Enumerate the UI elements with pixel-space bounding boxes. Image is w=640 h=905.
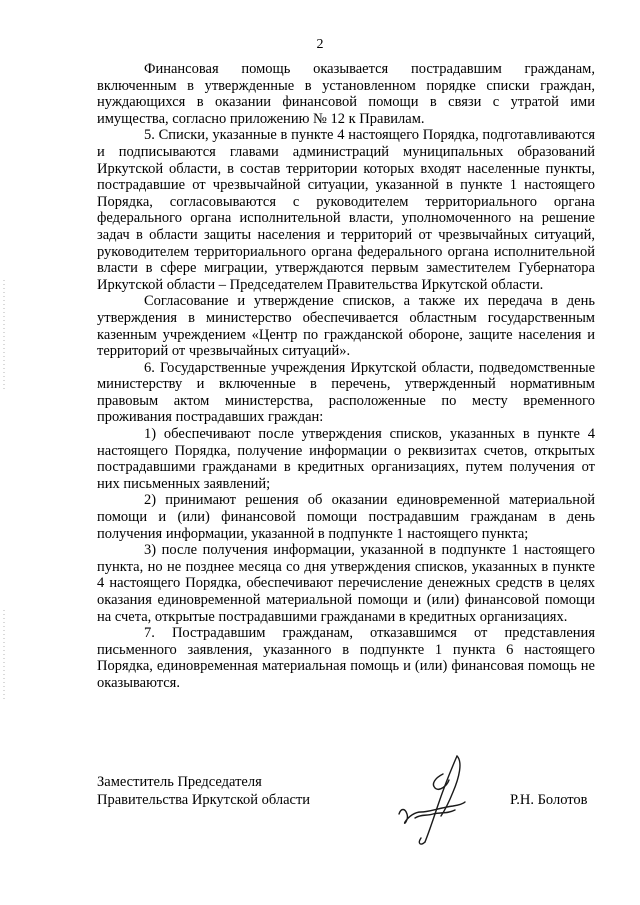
paragraph-item-7: 7. Пострадавшим гражданам, отказавшимся от представления письменного заявления, указанного в подпункте 1 пункта 6 настоящего Порядка, единовременная материальная помощь и (или) финансовая помощь не оказываются. — [97, 625, 595, 691]
paragraph-subitem-2: 2) принимают решения об оказании единовременной материальной помощи и (или) финансовой помощи пострадавшим гражданам в день получения информации, указанной в подпункте 1 настоящего пункта; — [97, 492, 595, 542]
page-number: 2 — [316, 37, 324, 52]
signatory-title — [97, 773, 310, 809]
signatory-title-line-2: Правительства Иркутской области — [97, 792, 311, 808]
paragraph-item-6: 6. Государственные учреждения Иркутской области, подведомственные министерству и включенные в перечень, утвержденный нормативным правовым актом министерства, расположенные по месту временного проживания пострадавших граждан: — [97, 359, 595, 426]
document-body — [97, 61, 595, 692]
signatory-title-line-1: Заместитель Председателя — [97, 774, 262, 790]
paragraph-item-5: 5. Списки, указанные в пункте 4 настоящего Порядка, подготавливаются и подписываются главами администраций муниципальных образований Иркутской области, в состав территории которых входят населенные пункты, пострадавшие от чрезвычайной ситуации, указанной в пункте 1 настоящего Порядка, согласовываются с руководителем территориального органа федерального органа исполнительной власти, уполномоченного на решение задач в области защиты населения и территорий от чрезвычайных ситуаций, руководителем территориального органа федерального органа исполнительной власти в сфере миграции, утверждаются первым заместителем Губернатора Иркутской области – Председателем Правительства Иркутской области. — [97, 127, 595, 293]
margin-dots — [2, 280, 6, 700]
handwritten-signature — [395, 752, 485, 848]
paragraph-subitem-3: 3) после получения информации, указанной в подпункте 1 настоящего пункта, но не позднее месяца со дня утверждения списков, указанных в пункте 4 настоящего Порядка, обеспечивают перечисление денежных средств в целях оказания единовременной материальной помощи и (или) финансовой помощи на счета, открытые пострадавшими гражданами в кредитных организациях. — [97, 542, 595, 625]
paragraph-financial-aid: Финансовая помощь оказывается пострадавшим гражданам, включенным в утвержденные в установленном порядке списки граждан, нуждающихся в оказании финансовой помощи в связи с утратой ими имущества, согласно приложению № 12 к Правилам. — [97, 61, 595, 127]
paragraph-subitem-1: 1) обеспечивают после утверждения списков, указанных в пункте 4 настоящего Порядка, получение информации о реквизитах счетов, открытых пострадавшими гражданами в кредитных организациях, путем получения от них письменных заявлений; — [97, 426, 595, 492]
signatory-name: Р.Н. Болотов — [510, 792, 588, 808]
paragraph-approval: Согласование и утверждение списков, а также их передача в день утверждения в министерство обеспечивается областным государственным казенным учреждением «Центр по гражданской обороне, защите населения и территорий от чрезвычайных ситуаций». — [97, 293, 595, 360]
